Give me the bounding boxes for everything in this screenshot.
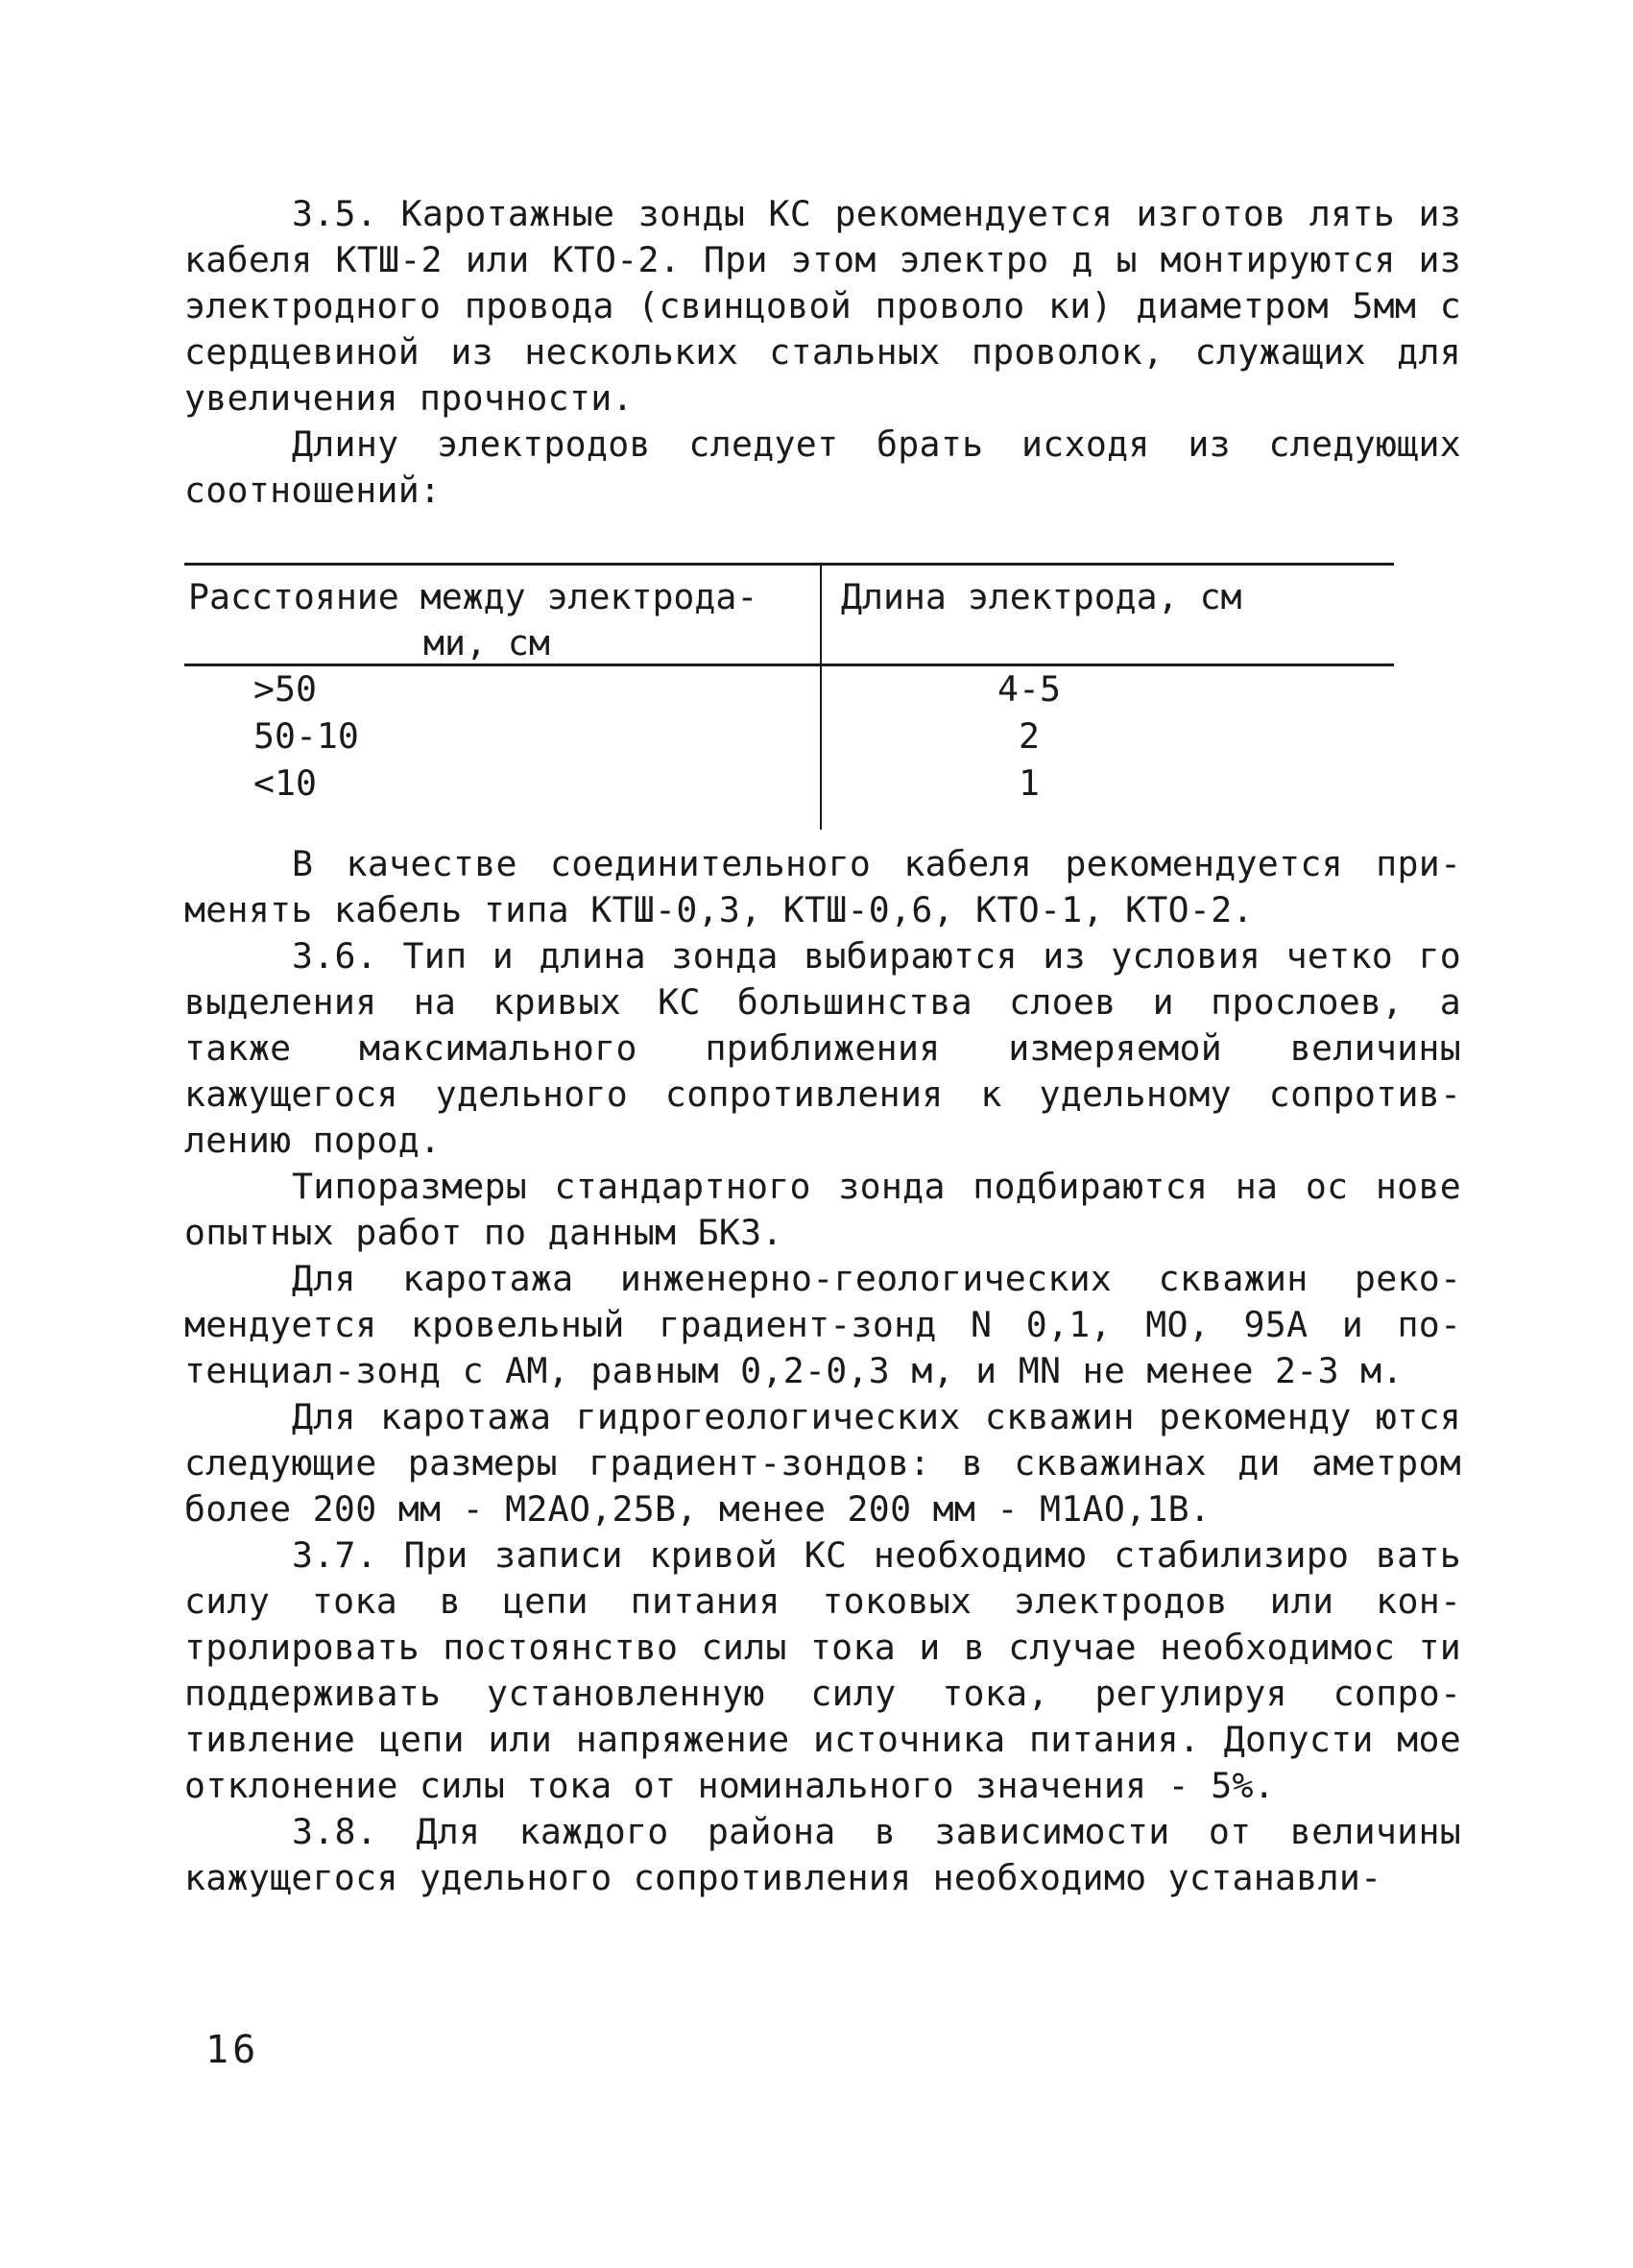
- electrode-table: [184, 563, 1394, 830]
- paragraph-electrode-length: Длину электродов следует брать исходя из следующих соотношений:: [184, 423, 1461, 511]
- paragraph-3-5: 3.5. Каротажные зонды КС рекомендуется изготов лять из кабеля КТШ-2 или КТО-2. При этом электро д ы монтируются из электродного провода (свинцовой проволо ки) диаметром 5мм с сердцевиной из нескольких стальных проволок, служащих для увеличения прочности.: [184, 193, 1461, 419]
- paragraph-connecting-cable: В качестве соединительного кабеля рекомендуется при менять кабель типа КТШ-0,3, КТШ-0,6, КТО-1, КТО-2.: [184, 843, 1461, 930]
- table-header-length: Длина электрода, см: [841, 576, 1242, 617]
- body-text: [184, 841, 1461, 1901]
- paragraph-3-6: 3.6. Тип и длина зонда выбираются из условия четко го выделения на кривых КС большинства слоев и прослоев, а также максимального приближения измеряемой величины кажущегося удельного сопротивления к удельному сопротив лению пород.: [184, 935, 1461, 1161]
- table-header-distance-line1: Расстояние между электрода-: [188, 576, 758, 617]
- table-cell-distance: <10: [253, 762, 317, 804]
- table-cell-length: 2: [1019, 715, 1040, 757]
- table-header-distance: [188, 574, 803, 666]
- table-top-rule: [184, 563, 1394, 566]
- paragraph-engineering-geology: Для каротажа инженерно-геологических скважин реко мендуется кровельный градиент-зонд N 0,1, МО, 95А и по тенциал-зонд с АМ, равным 0,2-0,3 м, и MN не менее 2-3 м.: [184, 1258, 1461, 1391]
- table-column-divider: [820, 563, 822, 830]
- paragraph-hydrogeology: Для каротажа гидрогеологических скважин рекоменду ются следующие размеры градиент-зондов: в скважинах ди аметром более 200 мм - М2АО,25В, менее 200 мм - М1АО,1В.: [184, 1396, 1461, 1530]
- table-cell-distance: >50: [253, 668, 317, 710]
- table-cell-distance: 50-10: [253, 715, 359, 757]
- table-cell-length: 4-5: [997, 668, 1061, 710]
- intro-text: [184, 191, 1461, 514]
- paragraph-3-7: 3.7. При записи кривой КС необходимо стабилизиро вать силу тока в цепи питания токовых электродов или кон тролировать постоянство силы тока и в случае необходимос ти поддерживать установленную силу тока, регулируя сопро тивление цепи или напряжение источника питания. Допусти мое отклонение силы тока от номинального значения - 5%.: [184, 1534, 1461, 1806]
- page-number: 16: [205, 2028, 260, 2072]
- table-cell-length: 1: [1019, 762, 1040, 804]
- table-header-distance-line2: ми, см: [423, 622, 550, 664]
- paragraph-standard-probe: Типоразмеры стандартного зонда подбираются на ос нове опытных работ по данным БКЗ.: [184, 1166, 1461, 1253]
- paragraph-3-8: 3.8. Для каждого района в зависимости от величины кажущегося удельного сопротивления необходимо устанавли-: [184, 1811, 1461, 1898]
